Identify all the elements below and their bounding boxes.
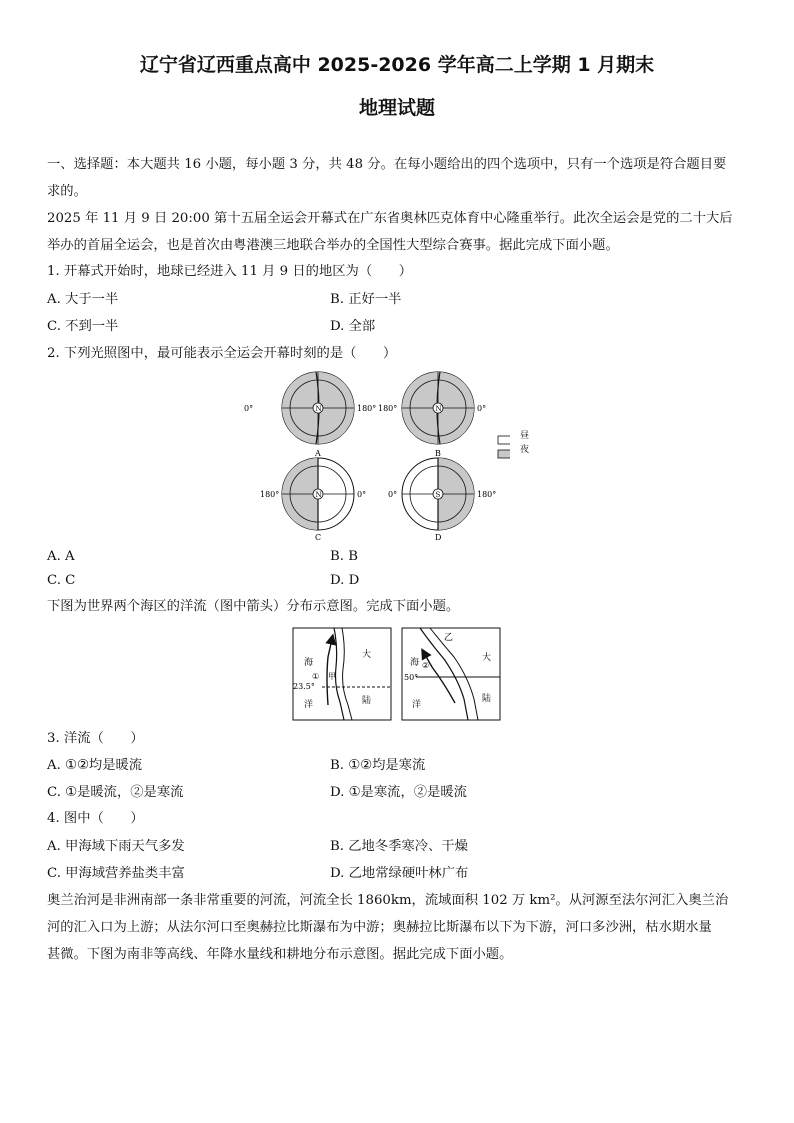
q4-stem: 4. 图中（ ）: [47, 811, 144, 826]
q3-option-b: B. ①②均是寒流: [330, 758, 426, 773]
q1-option-a: A. 大于一半: [47, 292, 119, 307]
section-instruction-line1: 一、选择题：本大题共 16 小题，每小题 3 分，共 48 分。在每小题给出的四个选项中，只有一个选项是符合题目要: [47, 157, 727, 172]
current-map-left: [293, 628, 391, 720]
illumination-legend: [498, 436, 510, 458]
svg-text:大: 大: [482, 653, 492, 663]
intro3-line1: 奥兰治河是非洲南部一条非常重要的河流，河流全长 1860km，流域面积 102 万 km²。从河源至法尔河汇入奥兰治: [47, 893, 729, 908]
svg-text:180°: 180°: [260, 490, 280, 499]
q1-option-c: C. 不到一半: [47, 319, 119, 334]
ocean-current-figure: [292, 627, 504, 722]
svg-text:洋: 洋: [304, 700, 314, 710]
svg-text:0°: 0°: [244, 404, 254, 413]
q4-option-a: A. 甲海域下雨天气多发: [47, 839, 185, 854]
svg-text:N: N: [315, 491, 322, 499]
intro2: 下图为世界两个海区的洋流（图中箭头）分布示意图。完成下面小题。: [47, 599, 460, 614]
svg-text:B: B: [435, 449, 441, 458]
diagram-a-pole: N: [315, 405, 322, 413]
svg-text:180°: 180°: [477, 490, 497, 499]
svg-text:0°: 0°: [357, 490, 367, 499]
intro1-line1: 2025 年 11 月 9 日 20:00 第十五届全运会开幕式在广东省奥林匹克体育中心隆重举行。此次全运会是党的二十大后: [47, 211, 733, 226]
svg-text:N: N: [435, 405, 442, 413]
q2-option-c: C. C: [47, 573, 76, 588]
svg-text:陆: 陆: [362, 696, 372, 706]
q2-option-d: D. D: [330, 573, 360, 588]
svg-text:180°: 180°: [357, 404, 377, 413]
svg-text:S: S: [435, 491, 441, 499]
legend-night-label: 夜: [520, 445, 530, 455]
svg-text:洋: 洋: [412, 700, 422, 710]
q2-stem: 2. 下列光照图中，最可能表示全运会开幕时刻的是（ ）: [47, 346, 397, 361]
q2-option-a: A. A: [47, 549, 75, 564]
q1-option-d: D. 全部: [330, 319, 376, 334]
diagram-a: [244, 368, 376, 458]
q1-stem: 1. 开幕式开始时，地球已经进入 11 月 9 日的地区为（ ）: [47, 264, 413, 279]
section-instruction-line2: 求的。: [47, 184, 87, 199]
svg-text:0°: 0°: [388, 490, 398, 499]
svg-text:C: C: [315, 533, 322, 542]
intro3-line2: 河的汇入口为上游；从法尔河口至奥赫拉比斯瀑布为中游；奥赫拉比斯瀑布以下为下游，河口多沙洲，枯水期水量: [47, 920, 712, 935]
svg-text:②: ②: [422, 661, 430, 670]
q4-option-b: B. 乙地冬季寒冷、干燥: [330, 839, 468, 854]
q3-option-c: C. ①是暖流，②是寒流: [47, 785, 184, 800]
q3-option-a: A. ①②均是暖流: [47, 758, 143, 773]
svg-text:大: 大: [362, 650, 372, 660]
diagram-d: [388, 454, 496, 542]
illumination-figure: [240, 368, 510, 543]
current-map-right: [402, 628, 500, 720]
svg-text:乙: 乙: [444, 633, 454, 643]
legend-day-label: 昼: [520, 431, 530, 441]
svg-text:0°: 0°: [477, 404, 487, 413]
q2-option-b: B. B: [330, 549, 358, 564]
diagram-b: [378, 368, 486, 458]
q3-stem: 3. 洋流（ ）: [47, 731, 144, 746]
svg-text:陆: 陆: [482, 694, 492, 704]
exam-subtitle: 地理试题: [358, 97, 435, 119]
svg-text:D: D: [435, 533, 442, 542]
svg-text:50°: 50°: [404, 673, 419, 682]
q4-option-c: C. 甲海域营养盐类丰富: [47, 866, 185, 881]
diagram-c: [260, 454, 366, 542]
svg-text:甲: 甲: [328, 672, 336, 681]
q4-option-d: D. 乙地常绿硬叶林广布: [330, 866, 469, 881]
svg-text:A: A: [315, 449, 321, 458]
svg-text:180°: 180°: [378, 404, 398, 413]
q3-option-d: D. ①是寒流，②是暖流: [330, 785, 467, 800]
exam-title: 辽宁省辽西重点高中 2025-2026 学年高二上学期 1 月期末: [139, 54, 655, 76]
svg-text:23.5°: 23.5°: [293, 682, 315, 691]
svg-text:①: ①: [312, 672, 320, 681]
svg-text:海: 海: [304, 658, 314, 668]
q1-option-b: B. 正好一半: [330, 292, 402, 307]
svg-text:海: 海: [410, 658, 420, 668]
intro1-line2: 举办的首届全运会，也是首次由粤港澳三地联合举办的全国性大型综合赛事。据此完成下面小题。: [47, 238, 619, 253]
intro3-line3: 甚微。下图为南非等高线、年降水量线和耕地分布示意图。据此完成下面小题。: [47, 947, 513, 962]
